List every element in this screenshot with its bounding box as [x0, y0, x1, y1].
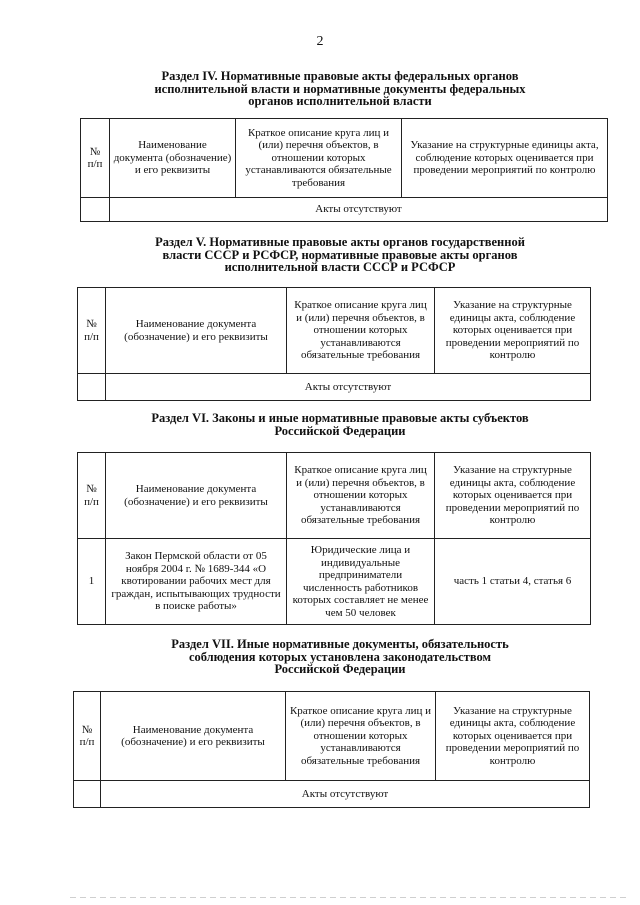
header-units: Указание на структурные единицы акта, соблюдение которых оценивается при проведении мероприятий по контролю [435, 453, 591, 539]
section-4-table [80, 118, 608, 222]
header-persons: Краткое описание круга лиц и (или) перечня объектов, в отношении которых устанавливаются обязательные требования [286, 692, 436, 781]
header-units: Указание на структурные единицы акта, соблюдение которых оценивается при проведении мероприятий по контролю [436, 692, 590, 781]
section-title-line: органов исполнительной власти [248, 94, 432, 108]
header-number: № п/п [81, 119, 110, 198]
section-title-line: исполнительной власти и нормативные документы федеральных [154, 81, 526, 96]
section-title-line: власти СССР и РСФСР, нормативные правовые акты органов [162, 247, 518, 262]
table-header-row [81, 119, 608, 198]
cell-empty [81, 198, 110, 222]
section-7-title [60, 638, 620, 676]
row-units: часть 1 статьи 4, статья 6 [435, 539, 591, 625]
header-units: Указание на структурные единицы акта, соблюдение которых оценивается при проведении мероприятий по контролю [402, 119, 608, 198]
header-units: Указание на структурные единицы акта, соблюдение которых оценивается при проведении мероприятий по контролю [435, 288, 591, 374]
section-6-title [60, 412, 620, 437]
header-persons: Краткое описание круга лиц и (или) перечня объектов, в отношении которых устанавливаются обязательные требования [236, 119, 402, 198]
no-acts-cell: Акты отсутствуют [106, 374, 591, 401]
header-number: № п/п [78, 288, 106, 374]
header-document: Наименование документа (обозначение) и его реквизиты [106, 288, 287, 374]
header-document: Наименование документа (обозначение) и его реквизиты [101, 692, 286, 781]
table-header-row [74, 692, 590, 781]
section-5-title [60, 236, 620, 274]
section-5-table [77, 287, 591, 401]
section-title-line: Раздел IV. Нормативные правовые акты федеральных органов [161, 69, 519, 83]
row-number: 1 [78, 539, 106, 625]
section-title-line: Раздел V. Нормативные правовые акты органов государственной [155, 235, 525, 249]
table-row [81, 198, 608, 222]
cell-empty [78, 374, 106, 401]
table-header-row [78, 288, 591, 374]
section-title-line: соблюдения которых установлена законодательством [188, 649, 492, 664]
row-persons: Юридические лица и индивидуальные предприниматели численность работников которых составляет не менее чем 50 человек [287, 539, 435, 625]
table-row [78, 374, 591, 401]
header-number: № п/п [74, 692, 101, 781]
no-acts-cell: Акты отсутствуют [110, 198, 608, 222]
table-row [74, 781, 590, 808]
section-title-line: Раздел VII. Иные нормативные документы, обязательность [171, 637, 509, 651]
section-title-line: Российской Федерации [274, 423, 406, 438]
section-title-line: исполнительной власти СССР и РСФСР [224, 260, 456, 274]
section-title-line: Раздел VI. Законы и иные нормативные правовые акты субъектов [151, 411, 529, 425]
header-persons: Краткое описание круга лиц и (или) перечня объектов, в отношении которых устанавливаются обязательные требования [287, 288, 435, 374]
cell-empty [74, 781, 101, 808]
section-4-title [60, 70, 620, 108]
section-7-table [73, 691, 590, 808]
section-6-table [77, 452, 591, 625]
scan-edge-line [70, 897, 630, 898]
no-acts-cell: Акты отсутствуют [101, 781, 590, 808]
table-row [78, 539, 591, 625]
header-document: Наименование документа (обозначение) и его реквизиты [106, 453, 287, 539]
row-document: Закон Пермской области от 05 ноября 2004 г. № 1689-344 «О квотировании рабочих мест для граждан, испытывающих трудности в поиске работы» [106, 539, 287, 625]
header-persons: Краткое описание круга лиц и (или) перечня объектов, в отношении которых устанавливаются обязательные требования [287, 453, 435, 539]
section-title-line: Российской Федерации [274, 662, 406, 676]
header-document: Наименование документа (обозначение) и его реквизиты [110, 119, 236, 198]
table-header-row [78, 453, 591, 539]
page-number: 2 [316, 34, 324, 49]
header-number: № п/п [78, 453, 106, 539]
